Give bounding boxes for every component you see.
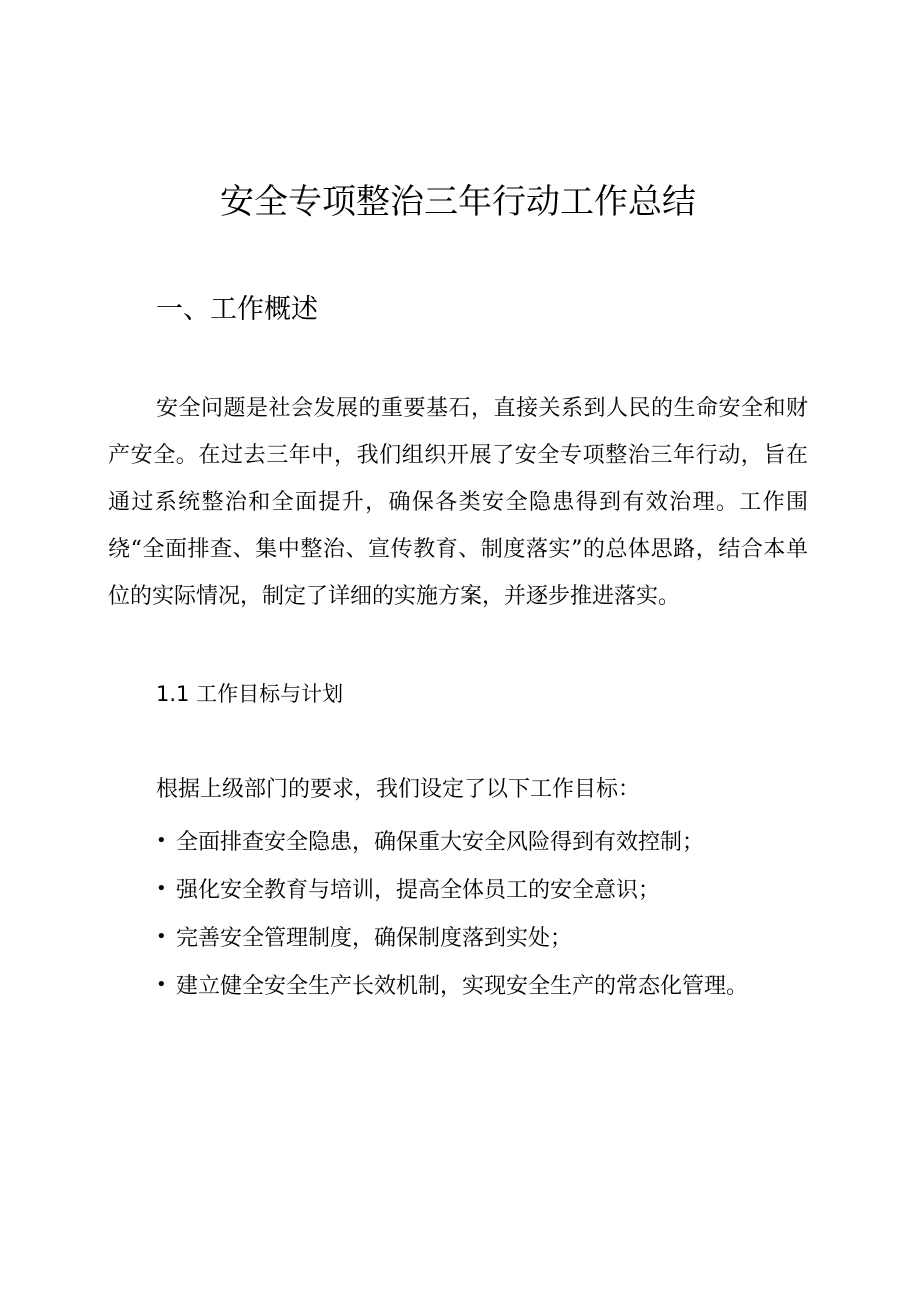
list-item bbox=[156, 912, 748, 960]
goal-text: 完善安全管理制度，确保制度落到实处； bbox=[176, 925, 573, 951]
subsection-heading-goals: 1.1 工作目标与计划 bbox=[156, 682, 344, 706]
bullet-icon: • bbox=[156, 925, 167, 947]
section-heading-overview: 一、工作概述 bbox=[156, 294, 318, 325]
document-title: 安全专项整治三年行动工作总结 bbox=[220, 182, 696, 222]
bullet-icon: • bbox=[156, 877, 167, 899]
overview-paragraph: 安全问题是社会发展的重要基石，直接关系到人民的生命安全和财产安全。在过去三年中，我们组织开展了安全专项整治三年行动，旨在通过系统整治和全面提升，确保各类安全隐患得到有效治理。工作围绕“全面排查、集中整治、宣传教育、制度落实”的总体思路，结合本单位的实际情况，制定了详细的实施方案，并逐步推进落实。 bbox=[108, 396, 808, 609]
list-item bbox=[156, 816, 748, 864]
goal-text: 全面排查安全隐患，确保重大安全风险得到有效控制； bbox=[176, 829, 705, 855]
goal-text: 强化安全教育与培训，提高全体员工的安全意识； bbox=[176, 877, 661, 903]
list-item bbox=[156, 864, 748, 912]
goals-lead-text: 根据上级部门的要求，我们设定了以下工作目标： bbox=[156, 777, 641, 802]
list-item bbox=[156, 960, 748, 1008]
bullet-icon: • bbox=[156, 973, 167, 995]
goal-list bbox=[156, 816, 748, 1008]
bullet-icon: • bbox=[156, 829, 167, 851]
goal-text: 建立健全安全生产长效机制，实现安全生产的常态化管理。 bbox=[176, 973, 749, 999]
